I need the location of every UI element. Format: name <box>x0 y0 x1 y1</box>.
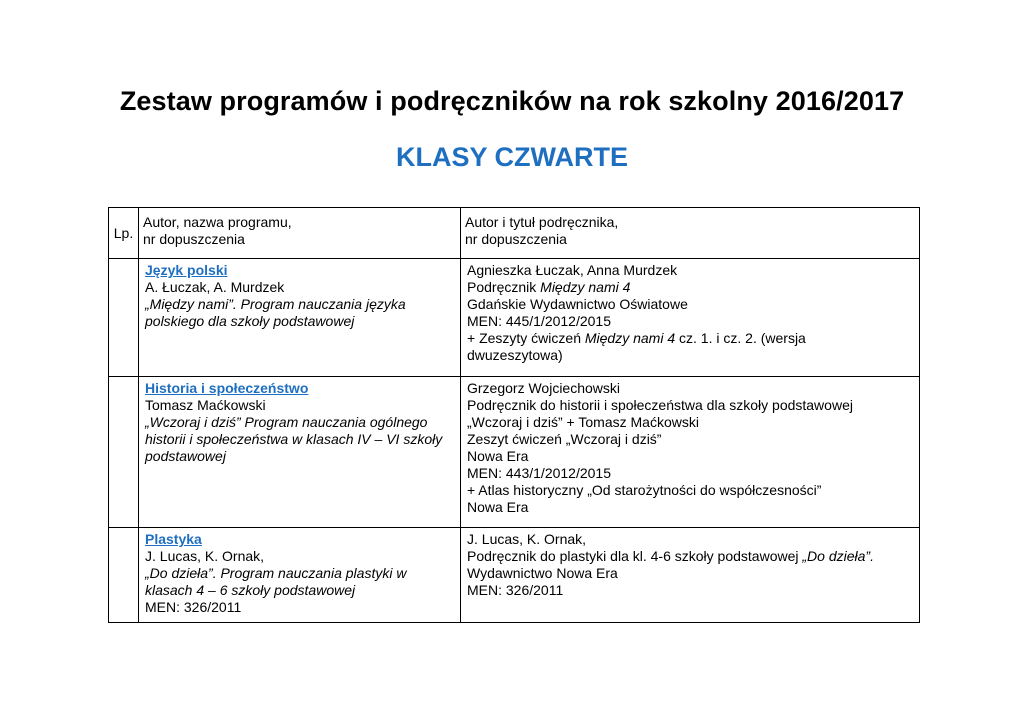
book-extra-line2: dwuzeszytowa) <box>467 347 563 363</box>
book-title-italic: Między nami 4 <box>540 279 631 295</box>
header-program-line: Autor, nazwa programu, <box>143 214 292 230</box>
book-line: „Wczoraj i dziś” + Tomasz Maćkowski <box>467 414 699 430</box>
book-author: J. Lucas, K. Ornak, <box>467 531 587 547</box>
book-cell <box>461 259 920 377</box>
book-publisher: Nowa Era <box>467 499 529 515</box>
book-cell <box>461 528 920 623</box>
subject-link[interactable]: Plastyka <box>145 531 202 547</box>
header-lp <box>109 208 139 259</box>
book-men: MEN: 326/2011 <box>467 582 564 598</box>
header-book-line: nr dopuszczenia <box>465 231 567 247</box>
program-name: klasach 4 – 6 szkoły podstawowej <box>145 582 356 598</box>
book-title <box>467 548 915 565</box>
program-name: polskiego dla szkoły podstawowej <box>145 313 355 329</box>
subject-link[interactable]: Historia i społeczeństwo <box>145 380 309 396</box>
lp-cell <box>109 528 139 623</box>
program-men: MEN: 326/2011 <box>145 599 242 615</box>
program-name: „Między nami”. Program nauczania języka <box>145 296 406 312</box>
book-men: MEN: 443/1/2012/2015 <box>467 465 611 481</box>
program-author: A. Łuczak, A. Murdzek <box>145 279 285 295</box>
book-extra <box>467 330 915 347</box>
book-publisher: Wydawnictwo Nowa Era <box>467 565 618 581</box>
book-line: Zeszyt ćwiczeń „Wczoraj i dziś” <box>467 431 662 447</box>
book-line: Podręcznik do historii i społeczeństwa dla szkoły podstawowej <box>467 397 853 413</box>
book-extra-italic: Między nami 4 <box>584 330 676 346</box>
header-book <box>461 208 920 259</box>
table-row <box>109 259 920 377</box>
header-book-line: Autor i tytuł podręcznika, <box>465 214 619 230</box>
book-line: + Atlas historyczny „Od starożytności do współczesności” <box>467 482 822 498</box>
book-publisher: Gdańskie Wydawnictwo Oświatowe <box>467 296 688 312</box>
book-title <box>467 279 915 296</box>
lp-cell <box>109 259 139 377</box>
page-title: Zestaw programów i podręczników na rok szkolny 2016/2017 <box>119 86 905 116</box>
book-author: Agnieszka Łuczak, Anna Murdzek <box>467 262 678 278</box>
book-title-prefix: Podręcznik <box>467 279 541 295</box>
header-program-line: nr dopuszczenia <box>143 231 245 247</box>
book-men: MEN: 445/1/2012/2015 <box>467 313 611 329</box>
table-row <box>109 377 920 528</box>
table-header-row <box>109 208 920 259</box>
program-name: „Do dzieła”. Program nauczania plastyki w <box>145 565 407 581</box>
programs-table <box>108 207 920 623</box>
program-cell <box>139 259 461 377</box>
book-publisher: Nowa Era <box>467 448 529 464</box>
program-author: J. Lucas, K. Ornak, <box>145 548 265 564</box>
program-cell <box>139 377 461 528</box>
book-cell <box>461 377 920 528</box>
program-author: Tomasz Maćkowski <box>145 397 266 413</box>
book-extra-suffix: cz. 1. i cz. 2. (wersja <box>675 330 806 346</box>
book-author: Grzegorz Wojciechowski <box>467 380 621 396</box>
book-title-italic: „Do dzieła”. <box>802 548 874 564</box>
book-extra-prefix: + Zeszyty ćwiczeń <box>467 330 585 346</box>
program-name: podstawowej <box>145 448 226 464</box>
header-lp-label: Lp. <box>113 224 134 241</box>
program-cell <box>139 528 461 623</box>
header-program <box>139 208 461 259</box>
lp-cell <box>109 377 139 528</box>
subject-link[interactable]: Język polski <box>145 262 228 278</box>
book-title-prefix: Podręcznik do plastyki dla kl. 4-6 szkoły podstawowej <box>467 548 803 564</box>
table-row <box>109 528 920 623</box>
program-name: historii i społeczeństwa w klasach IV – VI szkoły <box>145 431 443 447</box>
page-subtitle: KLASY CZWARTE <box>395 142 628 172</box>
program-name: „Wczoraj i dziś” Program nauczania ogólnego <box>145 414 428 430</box>
